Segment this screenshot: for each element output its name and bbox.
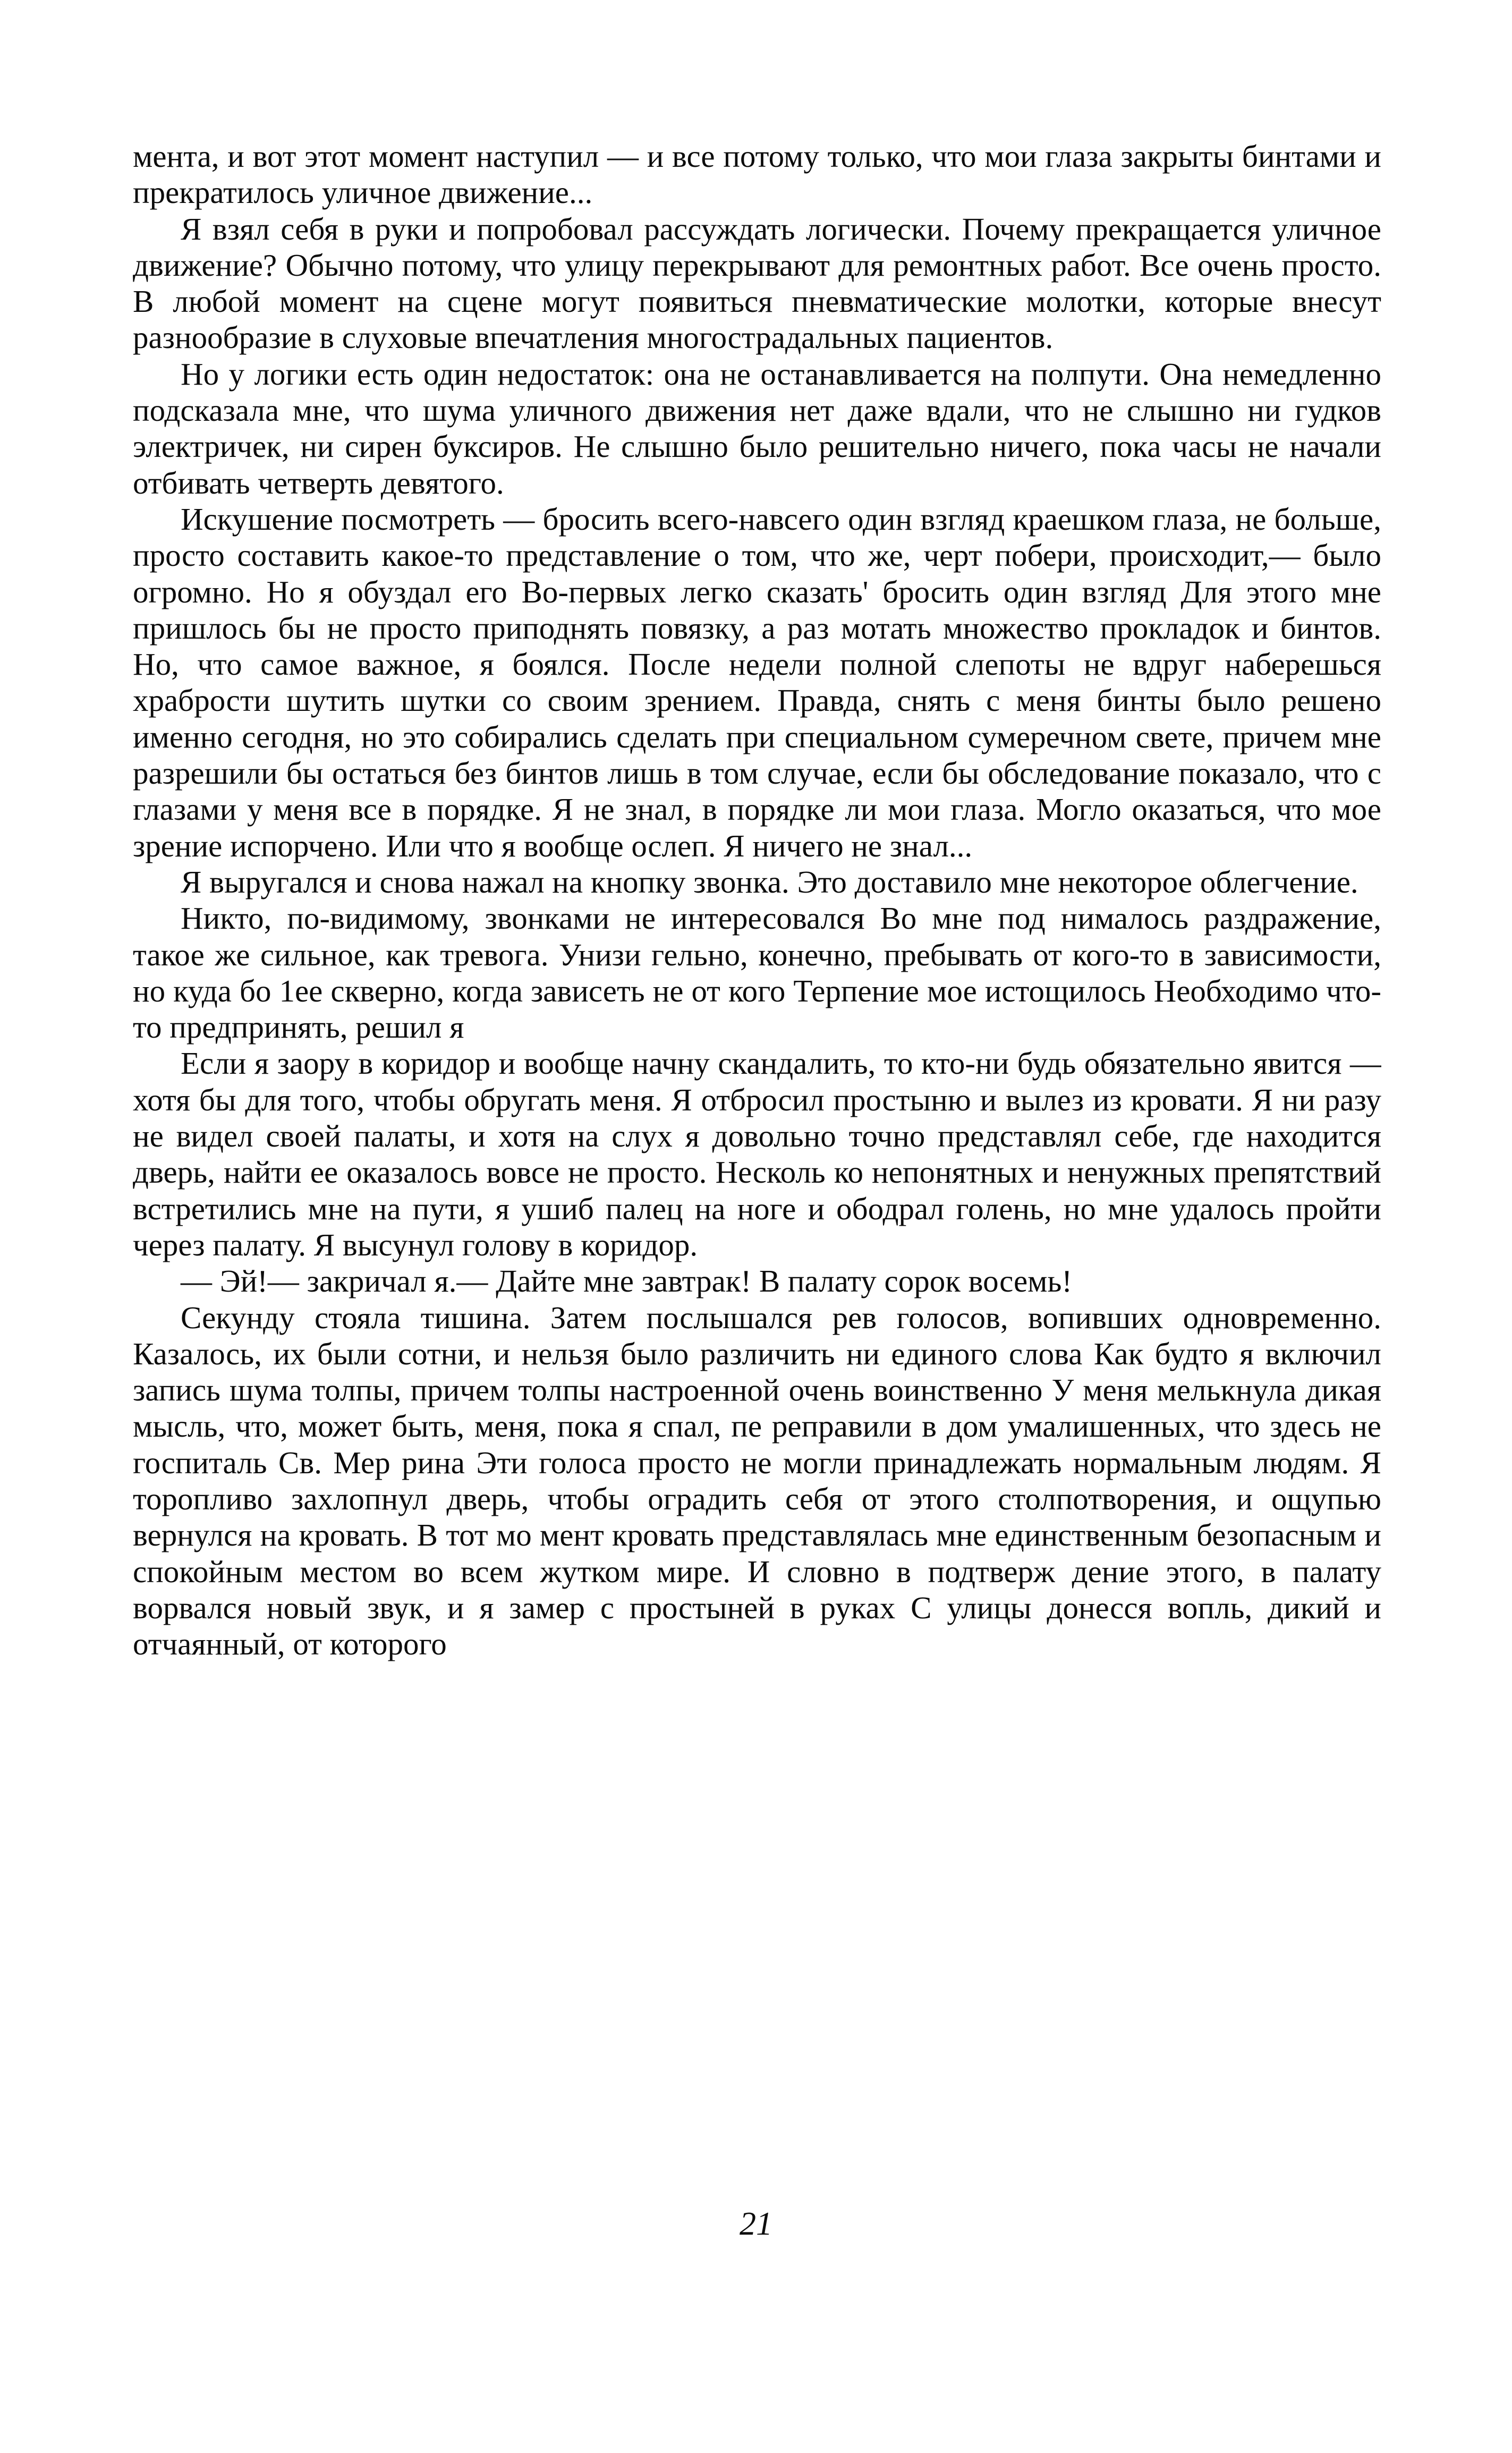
paragraph-3: Но у логики есть один недостаток: она не останавливается на полпути. Она немедленно подсказала мне, что шума уличного движения нет даже вдали, что не слышно ни гудков электричек, ни сирен буксиров. Не слышно было решительно ничего, пока часы не начали отбивать четверть девятого.: [133, 356, 1381, 500]
text-column: [133, 138, 1381, 2136]
paragraph-6: Никто, по-видимому, звонками не интересовался Во мне под нималось раздражение, такое же сильное, как тревога. Унизи гельно, конечно, пребывать от кого-то в зависимости, но куда бо 1ее скверно, когда зависеть не от кого Терпение мое истощилось Необходимо что-то предпринять, решил я: [133, 901, 1381, 1045]
paragraph-1: мента, и вот этот момент наступил — и все потому только, что мои глаза закрыты бинтами и прекратилось уличное движение...: [133, 139, 1381, 210]
paragraph-2: Я взял себя в руки и попробовал рассуждать логически. Почему прекращается уличное движение? Обычно потому, что улицу перекрывают для ремонтных работ. Все очень просто. В любой момент на сцене могут появиться пневматические молотки, которые внесут разнообразие в слуховые впечатления многострадальных пациентов.: [133, 211, 1381, 355]
paragraph-4: Искушение посмотреть — бросить всего-навсего один взгляд краешком глаза, не больше, просто составить какое-то представление о том, что же, черт побери, происходит,— было огромно. Но я обуздал его Во-первых легко сказать' бросить один взгляд Для этого мне пришлось бы не просто приподнять повязку, а раз мотать множество прокладок и бинтов. Но, что самое важное, я боялся. После недели полной слепоты не вдруг наберешься храбрости шутить шутки со своим зрением. Правда, снять с меня бинты было решено именно сегодня, но это собирались сделать при специальном сумеречном свете, причем мне разрешили бы остаться без бинтов лишь в том случае, если бы обследование показало, что с глазами у меня все в порядке. Я не знал, в порядке ли мои глаза. Могло оказаться, что мое зрение испорчено. Или что я вообще ослеп. Я ничего не знал...: [133, 501, 1381, 863]
paragraph-8: — Эй!— закричал я.— Дайте мне завтрак! В палату сорок восемь!: [181, 1263, 1073, 1299]
page-number: 21: [740, 2206, 772, 2242]
paragraph-5: Я выругался и снова нажал на кнопку звонка. Это доставило мне некоторое облегчение.: [181, 864, 1358, 899]
paragraph-9: Секунду стояла тишина. Затем послышался рев голосов, вопивших одновременно. Казалось, их были сотни, и нельзя было различить ни единого слова Как будто я включил запись шума толпы, причем толпы настроенной очень воинственно У меня мелькнула дикая мысль, что, может быть, меня, пока я спал, пе реправили в дом умалишенных, что здесь не госпиталь Св. Мер рина Эти голоса просто не могли принадлежать нормальным людям. Я торопливо захлопнул дверь, чтобы оградить себя от этого столпотворения, и ощупью вернулся на кровать. В тот мо мент кровать представлялась мне единственным безопасным и спокойным местом во всем жутком мире. И словно в подтверж дение этого, в палату ворвался новый звук, и я замер с простыней в руках С улицы донесся вопль, дикий и отчаянный, от которого: [133, 1300, 1381, 1662]
paragraph-7: Если я заору в коридор и вообще начну скандалить, то кто-ни будь обязательно явится — хотя бы для того, чтобы обругать меня. Я отбросил простыню и вылез из кровати. Я ни разу не видел своей палаты, и хотя на слух я довольно точно представлял себе, где находится дверь, найти ее оказалось вовсе не просто. Несколь ко непонятных и ненужных препятствий встретились мне на пути, я ушиб палец на ноге и ободрал голень, но мне удалось пройти через палату. Я высунул голову в коридор.: [133, 1046, 1381, 1262]
